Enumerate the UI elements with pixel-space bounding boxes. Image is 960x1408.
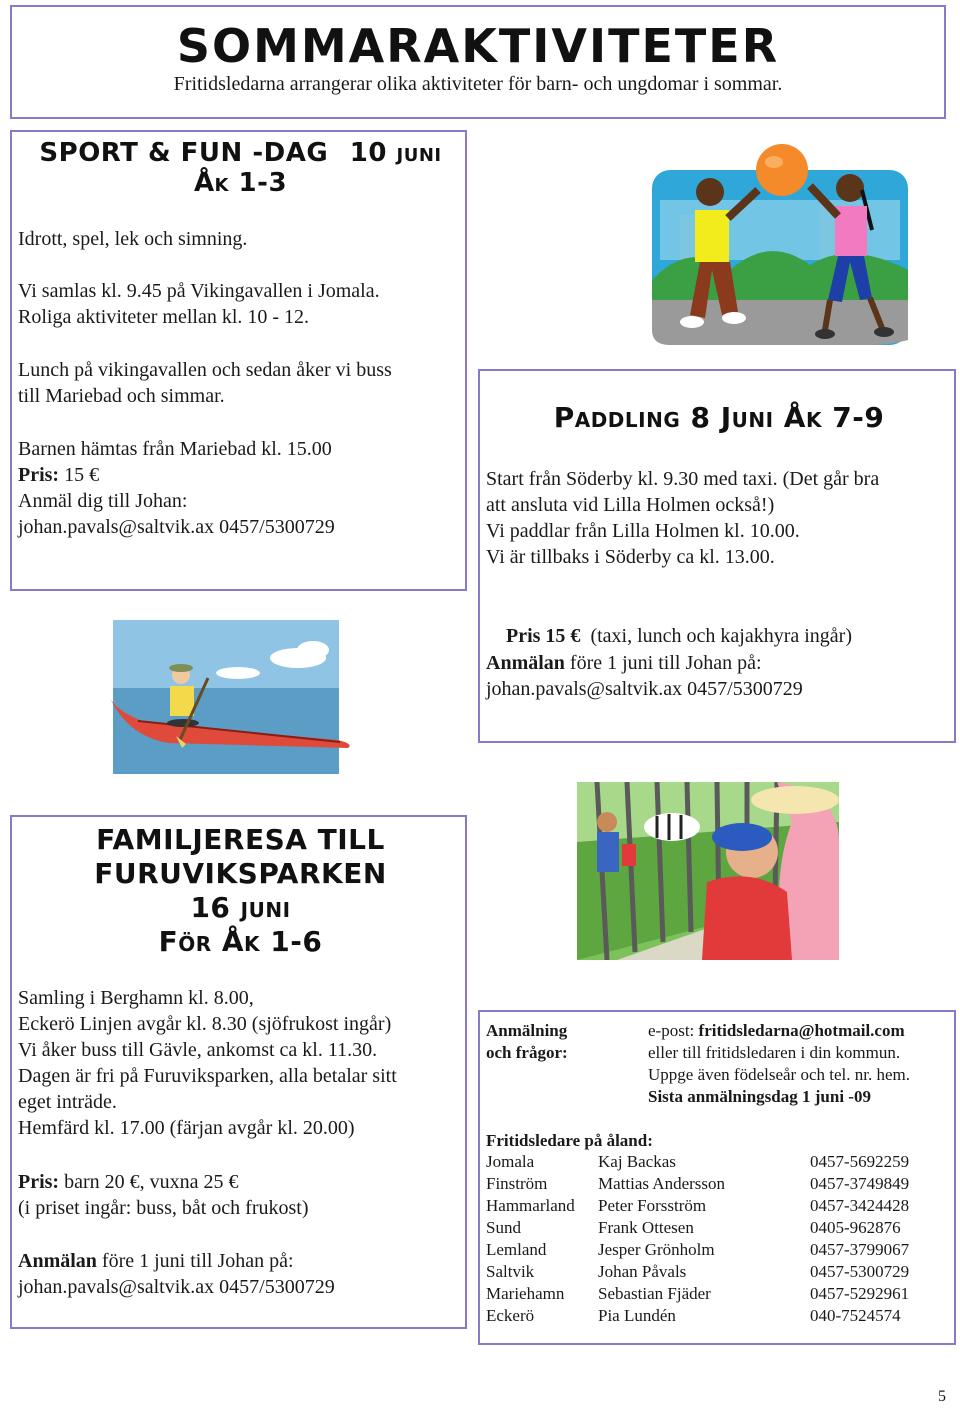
info-label-1: Anmälning [486, 1021, 568, 1040]
sport-lunch: Lunch på vikingavallen och sedan åker vi buss [18, 359, 392, 381]
leader-phone: 0457-5292961 [810, 1284, 910, 1303]
paddling-start: Start från Söderby kl. 9.30 med taxi. (Det går bra [486, 468, 880, 490]
paddling-join: att ansluta vid Lilla Holmen också!) [486, 494, 775, 516]
leader-name: Mattias Andersson [598, 1174, 726, 1193]
family-return: Hemfärd kl. 17.00 (färjan avgår kl. 20.00) [18, 1117, 355, 1139]
info-label-2: och frågor: [486, 1043, 568, 1062]
sport-fun-box [10, 130, 467, 591]
info-email-prefix: e-post: [648, 1021, 699, 1040]
sport-title-date: 10 juni [349, 138, 442, 168]
paddling-back: Vi är tillbaks i Söderby ca kl. 13.00. [486, 546, 775, 568]
info-line-2: eller till fritidsledaren i din kommun. [648, 1043, 901, 1062]
family-price [18, 1169, 239, 1195]
info-deadline: Sista anmälningsdag 1 juni -09 [648, 1087, 871, 1106]
leaders-title: Fritidsledare på åland: [486, 1131, 653, 1150]
leader-phone: 0405-962876 [810, 1218, 901, 1237]
leader-name: Sebastian Fjäder [598, 1284, 711, 1303]
sport-price [18, 462, 99, 488]
paddling-contact: johan.pavals@saltvik.ax 0457/5300729 [486, 678, 803, 700]
family-price-note: (i priset ingår: buss, båt och frukost) [18, 1197, 309, 1219]
family-entry: eget inträde. [18, 1091, 117, 1113]
leader-phone: 0457-3799067 [810, 1240, 910, 1259]
paddling-signup-label: Anmälan [486, 652, 565, 674]
leader-row [486, 1217, 940, 1239]
leader-row [486, 1195, 940, 1217]
paddling-signup [486, 650, 762, 676]
leader-phone: 0457-5692259 [810, 1152, 910, 1171]
family-gathering: Samling i Berghamn kl. 8.00, [18, 987, 254, 1009]
family-bus: Vi åker buss till Gävle, ankomst ca kl. 11.30. [18, 1039, 378, 1061]
family-contact: johan.pavals@saltvik.ax 0457/5300729 [18, 1276, 335, 1298]
kids-playing-ball-image [650, 140, 910, 345]
leader-place: Finström [486, 1174, 548, 1193]
info-box [478, 1010, 956, 1345]
leader-place: Saltvik [486, 1262, 535, 1281]
info-label [486, 1020, 568, 1064]
leader-place: Lemland [486, 1240, 547, 1259]
info-email[interactable]: fritidsledarna@hotmail.com [698, 1021, 905, 1040]
leader-row [486, 1173, 940, 1195]
leader-place: Jomala [486, 1152, 535, 1171]
leader-row [486, 1151, 940, 1173]
sport-signup: Anmäl dig till Johan: [18, 490, 188, 512]
family-date: 16 juni [190, 891, 291, 924]
leader-name: Johan Påvals [598, 1262, 687, 1281]
info-email-line [648, 1020, 910, 1042]
family-grade: För Åk 1-6 [158, 925, 323, 958]
page-title: SOMMARAKTIVITETER [176, 19, 780, 73]
leader-place: Mariehamn [486, 1284, 565, 1303]
zoo-family-image [577, 782, 839, 960]
info-line-3: Uppge även födelseår och tel. nr. hem. [648, 1065, 910, 1084]
leader-place: Sund [486, 1218, 521, 1237]
family-title-2: FURUVIKSPARKEN [94, 857, 387, 890]
leaders-table [486, 1151, 940, 1327]
sport-desc: Idrott, spel, lek och simning. [18, 228, 248, 250]
paddling-box [478, 369, 956, 743]
leader-phone: 0457-3749849 [810, 1174, 910, 1193]
leader-phone: 0457-5300729 [810, 1262, 910, 1281]
sport-activities: Roliga aktiviteter mellan kl. 10 - 12. [18, 306, 310, 328]
paddling-from: Vi paddlar från Lilla Holmen kl. 10.00. [486, 520, 800, 542]
family-signup [18, 1248, 294, 1274]
info-details [648, 1020, 910, 1108]
sport-title [12, 138, 469, 168]
sport-grade: Åk 1-3 [193, 168, 288, 198]
leader-row [486, 1261, 940, 1283]
sport-contact: johan.pavals@saltvik.ax 0457/5300729 [18, 516, 335, 538]
leader-name: Jesper Grönholm [598, 1240, 715, 1259]
leader-name: Peter Forsström [598, 1196, 707, 1215]
leader-name: Frank Ottesen [598, 1218, 694, 1237]
leader-row [486, 1283, 940, 1305]
sport-pickup: Barnen hämtas från Mariebad kl. 15.00 [18, 438, 332, 460]
sport-lunch-2: till Mariebad och simmar. [18, 385, 225, 407]
family-ferry: Eckerö Linjen avgår kl. 8.30 (sjöfrukost ingår) [18, 1013, 392, 1035]
sport-title-main: SPORT & FUN -DAG [39, 138, 329, 168]
leader-phone: 040-7524574 [810, 1306, 901, 1325]
leader-place: Eckerö [486, 1306, 535, 1325]
leader-name: Pia Lundén [598, 1306, 676, 1325]
family-signup-text: före 1 juni till Johan på: [96, 1250, 294, 1272]
leader-row [486, 1305, 940, 1327]
sport-price-value: 15 € [59, 464, 100, 486]
family-signup-label: Anmälan [18, 1250, 97, 1272]
kayak-paddler-image [108, 618, 356, 776]
family-price-value: barn 20 €, vuxna 25 € [59, 1171, 239, 1193]
paddling-price-label: Pris 15 € [506, 625, 581, 647]
header-box [10, 5, 946, 119]
leader-place: Hammarland [486, 1196, 575, 1215]
paddling-title: Paddling 8 Juni Åk 7-9 [553, 401, 885, 434]
paddling-price-note: (taxi, lunch och kajakhyra ingår) [580, 625, 852, 647]
leader-name: Kaj Backas [598, 1152, 676, 1171]
family-title-1: FAMILJERESA TILL [96, 823, 385, 856]
page-subtitle: Fritidsledarna arrangerar olika aktiviteter för barn- och ungdomar i sommar. [173, 73, 783, 95]
family-free-day: Dagen är fri på Furuviksparken, alla betalar sitt [18, 1065, 397, 1087]
sport-price-label: Pris: [18, 464, 60, 486]
family-trip-box [10, 815, 467, 1329]
family-price-label: Pris: [18, 1171, 60, 1193]
leader-row [486, 1239, 940, 1261]
page-number: 5 [938, 1388, 946, 1405]
sport-meet: Vi samlas kl. 9.45 på Vikingavallen i Jomala. [18, 280, 380, 302]
paddling-signup-text: före 1 juni till Johan på: [564, 652, 762, 674]
leader-phone: 0457-3424428 [810, 1196, 910, 1215]
